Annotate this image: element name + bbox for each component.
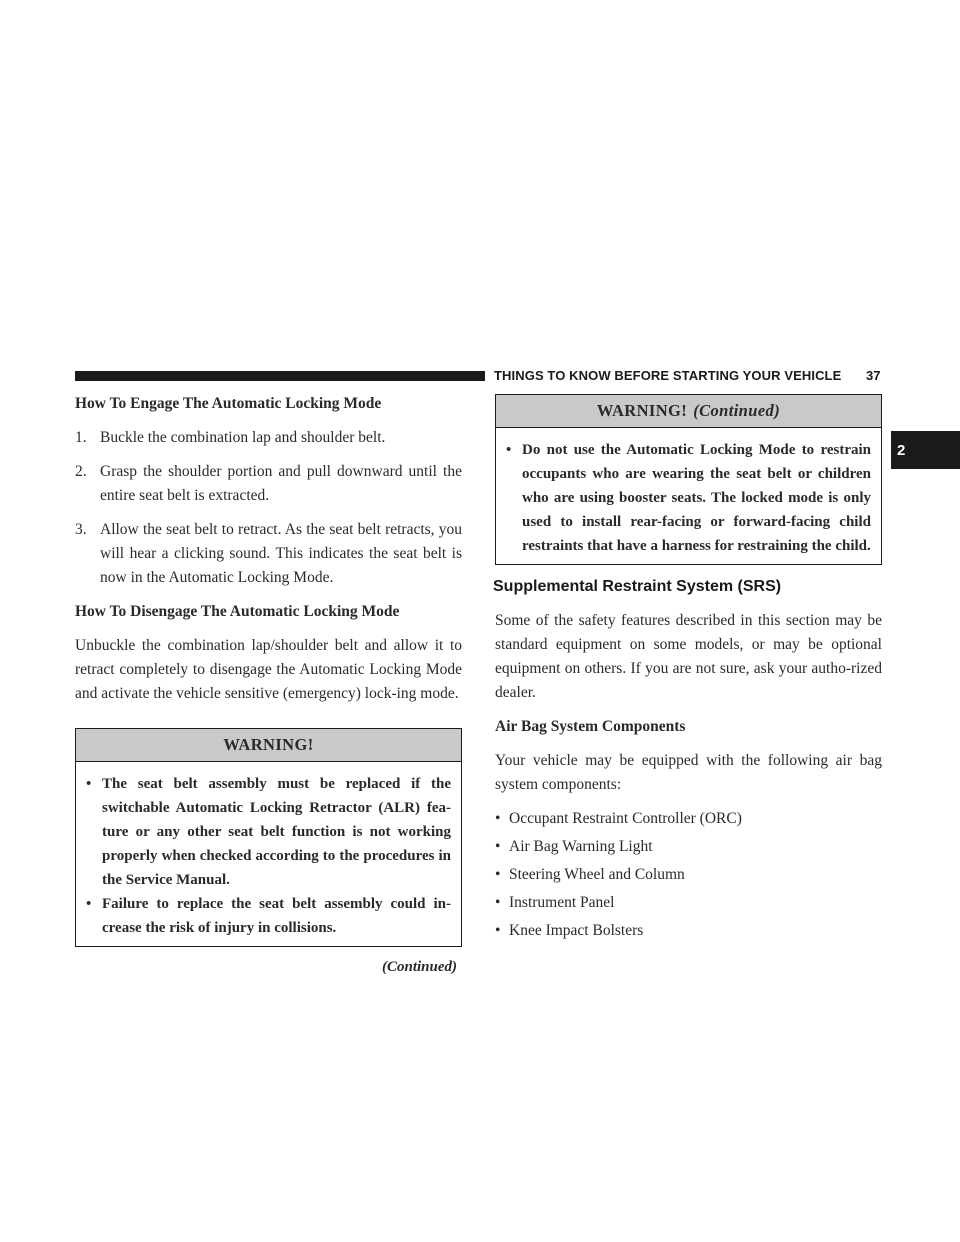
components-intro: Your vehicle may be equipped with the following air bag system components: [495,752,882,793]
step-item [75,426,462,450]
step-number: 3. [75,521,87,538]
bullet-icon: • [495,866,501,883]
list-item-text: Air Bag Warning Light [509,838,653,855]
bullet-icon: • [86,776,92,792]
warning-item [506,438,871,558]
continued-label: (Continued) [381,959,457,975]
chapter-number: 2 [897,441,906,459]
bullet-icon: • [86,896,92,912]
list-item-text: Steering Wheel and Column [509,866,685,883]
warning-box-continued [495,394,882,565]
list-item-text: Knee Impact Bolsters [509,922,644,939]
components-heading: Air Bag System Components [495,718,686,735]
page-number: 37 [866,368,881,383]
warning-item [86,772,451,892]
warning-text: Do not use the Automatic Locking Mode to restrain occupants who are wearing the seat belt or children who are using booster seats. The locked mode is only used to install rear-facing or forward-facing child restraints that have a harness for restraining the child. [522,442,871,554]
step-text: Allow the seat belt to retract. As the seat belt retracts, you will hear a clicking sound. This indicates the seat belt is now in the Automatic Locking Mode. [100,521,462,586]
warning-body [76,762,461,946]
warning-body [496,428,881,564]
step-item [75,518,462,590]
bullet-icon: • [495,838,501,855]
bullet-icon: • [495,894,501,911]
warning-title-text: WARNING! [223,735,314,754]
warning-continued-text: (Continued) [693,401,781,420]
step-number: 2. [75,463,87,480]
warning-item [86,892,451,940]
header-rule [75,371,485,381]
bullet-icon: • [495,922,501,939]
warning-box [75,728,462,947]
engage-heading: How To Engage The Automatic Locking Mode [75,395,382,412]
disengage-paragraph: Unbuckle the combination lap/shoulder belt and allow it to retract completely to disengage the Automatic Locking Mode and activate the vehicle sensitive (emergency) lock-ing mode. [75,637,462,702]
right-column [495,394,882,947]
bullet-icon: • [495,810,501,827]
bullet-icon: • [506,442,512,458]
warning-text: The seat belt assembly must be replaced if the switchable Automatic Locking Retractor (ALR) fea-ture or any other seat belt function is not working properly when checked according to the procedures in the Service Manual. [102,776,451,888]
list-item [495,919,882,943]
list-item [495,835,882,859]
step-text: Buckle the combination lap and shoulder belt. [100,429,386,446]
step-text: Grasp the shoulder portion and pull downward until the entire seat belt is extracted. [100,463,462,504]
warning-title [496,395,881,428]
warning-title-text: WARNING! [596,401,688,420]
warning-text: Failure to replace the seat belt assembly could in-crease the risk of injury in collisions. [102,896,451,936]
left-column [75,392,462,979]
step-item [75,460,462,508]
list-item-text: Instrument Panel [509,894,615,911]
components-list [495,807,882,943]
warning-title [76,729,461,762]
list-item [495,807,882,831]
list-item [495,863,882,887]
running-header-title: THINGS TO KNOW BEFORE STARTING YOUR VEHICLE [494,368,842,383]
srs-heading: Supplemental Restraint System (SRS) [493,578,782,595]
list-item-text: Occupant Restraint Controller (ORC) [509,810,742,827]
step-number: 1. [75,429,87,446]
list-item [495,891,882,915]
chapter-tab [891,431,960,469]
disengage-heading: How To Disengage The Automatic Locking Mode [75,603,400,620]
srs-paragraph: Some of the safety features described in this section may be standard equipment on some models, or may be optional equipment on others. If you are not sure, ask your autho-rized dealer. [495,612,882,701]
